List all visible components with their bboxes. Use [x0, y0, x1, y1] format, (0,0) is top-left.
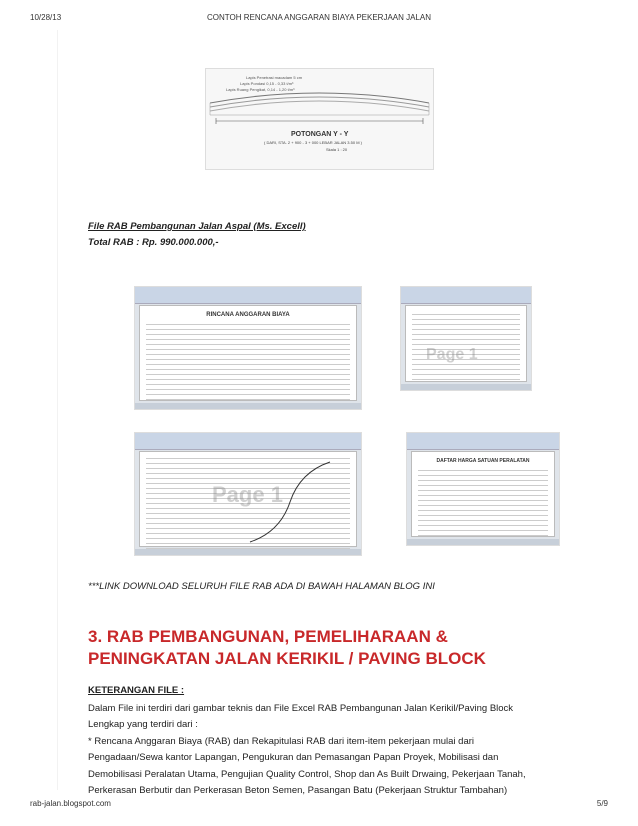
sheet-tabs	[401, 384, 531, 390]
sheet-tabs	[135, 549, 361, 555]
footer-page-number: 5/9	[596, 799, 608, 808]
sheet-title: DAFTAR HARGA SATUAN PERALATAN	[436, 458, 530, 464]
print-date: 10/28/13	[30, 13, 62, 22]
download-link-note: ***LINK DOWNLOAD SELURUH FILE RAB ADA DI BAWAH HALAMAN BLOG INI	[88, 581, 435, 592]
section-drawing-title: POTONGAN Y - Y	[291, 131, 349, 138]
section-drawing-scale: Skala 1 : 20	[326, 147, 348, 152]
layer-label-2: Lapis Pondasi 0,15 - 0,33 t/m³	[240, 81, 294, 86]
body-paragraph-2: * Rencana Anggaran Biaya (RAB) dan Rekapitulasi RAB dari item-item pekerjaan mulai dari Pengadaan/Sewa kantor Lapangan, Pengukuran dan Pemasangan Papan Proyek, Mobilisasi dan Demobilisasi Peralatan Utama, Pengujian Quality Control, Shop dan As Built Drwaing, Pekerjaan Tanah, Perkerasan Berbutir dan Perkerasan Beton Semen, Pasangan Batu (Pekerjaan Struktur Tambahan)	[88, 735, 526, 797]
sheet-tabs	[407, 539, 559, 545]
road-cross-section-figure	[205, 68, 434, 170]
page-watermark: Page 1	[426, 346, 478, 363]
excel-ribbon	[401, 287, 531, 304]
file-caption[interactable]: File RAB Pembangunan Jalan Aspal (Ms. Excell)	[88, 221, 306, 232]
excel-screenshot-rekap	[400, 286, 532, 391]
section-drawing-subtitle: ( DARI, STA. 2 + 900 - 3 + 000 LEBAR JALAN 3.50 M )	[264, 140, 362, 145]
section-body	[88, 701, 548, 799]
excel-sheet	[411, 451, 555, 537]
footer-source: rab-jalan.blogspot.com	[30, 799, 111, 808]
layer-label-1: Lapis Penetrasi macadam 5 cm	[246, 75, 303, 80]
sheet-rows	[418, 470, 548, 540]
page-watermark: Page 1	[212, 482, 283, 507]
section-heading: 3. RAB PEMBANGUNAN, PEMELIHARAAN & PENINGKATAN JALAN KERIKIL / PAVING BLOCK	[88, 627, 486, 668]
excel-screenshot-schedule	[134, 432, 362, 556]
excel-screenshot-rab	[134, 286, 362, 410]
sheet-tabs	[135, 403, 361, 409]
body-paragraph-1: Dalam File ini terdiri dari gambar teknis dan File Excel RAB Pembangunan Jalan Kerikil/Paving Block Lengkap yang terdiri dari :	[88, 703, 514, 731]
layer-label-3: Lapis Ruang Pengikat, 0,14 - 1,20 t/m³	[226, 87, 295, 92]
excel-screenshot-equipment	[406, 432, 560, 546]
sheet-title: RINCANA ANGGARAN BIAYA	[206, 312, 290, 318]
excel-sheet	[139, 305, 357, 401]
file-info-label: KETERANGAN FILE :	[88, 685, 185, 696]
excel-sheet	[405, 305, 527, 382]
page-gutter	[57, 30, 58, 790]
total-caption: Total RAB : Rp. 990.000.000,-	[88, 237, 219, 248]
print-title: CONTOH RENCANA ANGGARAN BIAYA PEKERJAAN JALAN	[206, 13, 432, 22]
excel-ribbon	[407, 433, 559, 450]
sheet-rows	[146, 324, 350, 404]
excel-ribbon	[135, 433, 361, 450]
excel-sheet	[139, 451, 357, 547]
excel-ribbon	[135, 287, 361, 304]
